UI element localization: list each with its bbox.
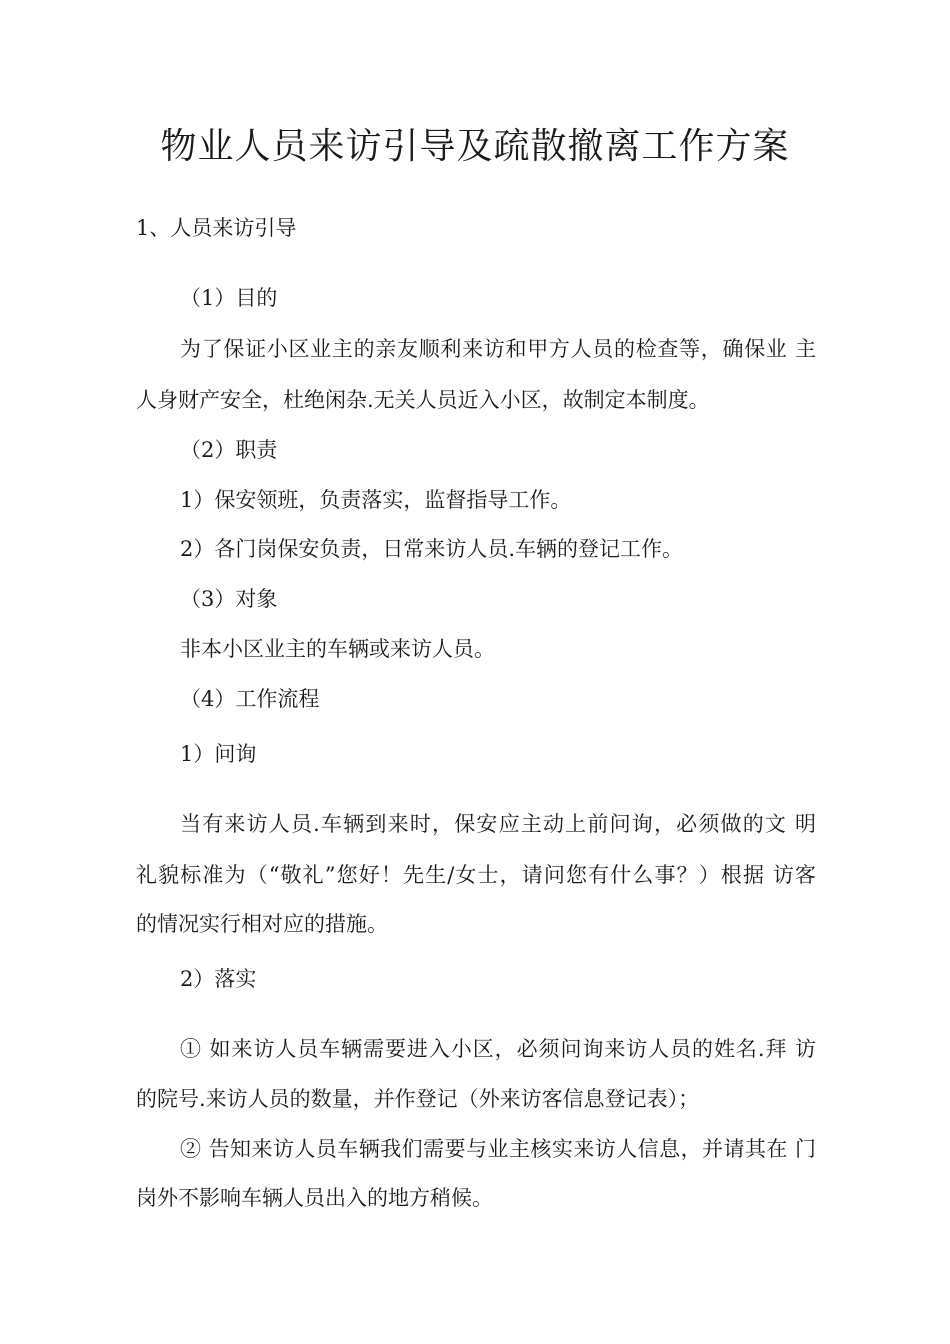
duty-item-2: 2）各门岗保安负责，日常来访人员.车辆的登记工作。 — [180, 537, 684, 561]
subheading-workflow: （4）工作流程 — [180, 687, 320, 711]
inquiry-paragraph-line-3: 的情况实行相对应的措施。 — [136, 912, 388, 936]
implement-step-1-line-2: 的院号.来访人员的数量，并作登记（外来访客信息登记表）； — [136, 1087, 700, 1111]
duty-item-1: 1）保安领班，负责落实，监督指导工作。 — [180, 488, 572, 512]
workflow-step-implement-heading: 2）落实 — [180, 967, 257, 991]
purpose-paragraph-line-2: 人身财产安全，杜绝闲杂.无关人员近入小区，故制定本制度。 — [136, 388, 710, 412]
subheading-purpose: （1）目的 — [180, 286, 278, 310]
section-heading-visitor-guidance: 1、人员来访引导 — [136, 216, 297, 240]
implement-step-2-line-2: 岗外不影响车辆人员出入的地方稍候。 — [136, 1186, 493, 1210]
inquiry-paragraph-line-1: 当有来访人员.车辆到来时，保安应主动上前问询，必须做的文 明 — [180, 812, 816, 836]
page-title: 物业人员来访引导及疏散撤离工作方案 — [160, 126, 790, 167]
subheading-duties: （2）职责 — [180, 438, 278, 462]
inquiry-paragraph-line-2: 礼貌标准为（“敬礼”您好！先生/女士，请问您有什么事？）根据 访客 — [136, 863, 816, 887]
implement-step-1-line-1: ① 如来访人员车辆需要进入小区，必须问询来访人员的姓名.拜 访 — [180, 1037, 816, 1061]
implement-step-2-line-1: ② 告知来访人员车辆我们需要与业主核实来访人信息，并请其在 门 — [180, 1137, 816, 1161]
workflow-step-inquiry-heading: 1）问询 — [180, 742, 257, 766]
subheading-target: （3）对象 — [180, 587, 278, 611]
target-text: 非本小区业主的车辆或来访人员。 — [180, 637, 495, 661]
purpose-paragraph-line-1: 为了保证小区业主的亲友顺利来访和甲方人员的检查等，确保业 主 — [180, 337, 816, 361]
